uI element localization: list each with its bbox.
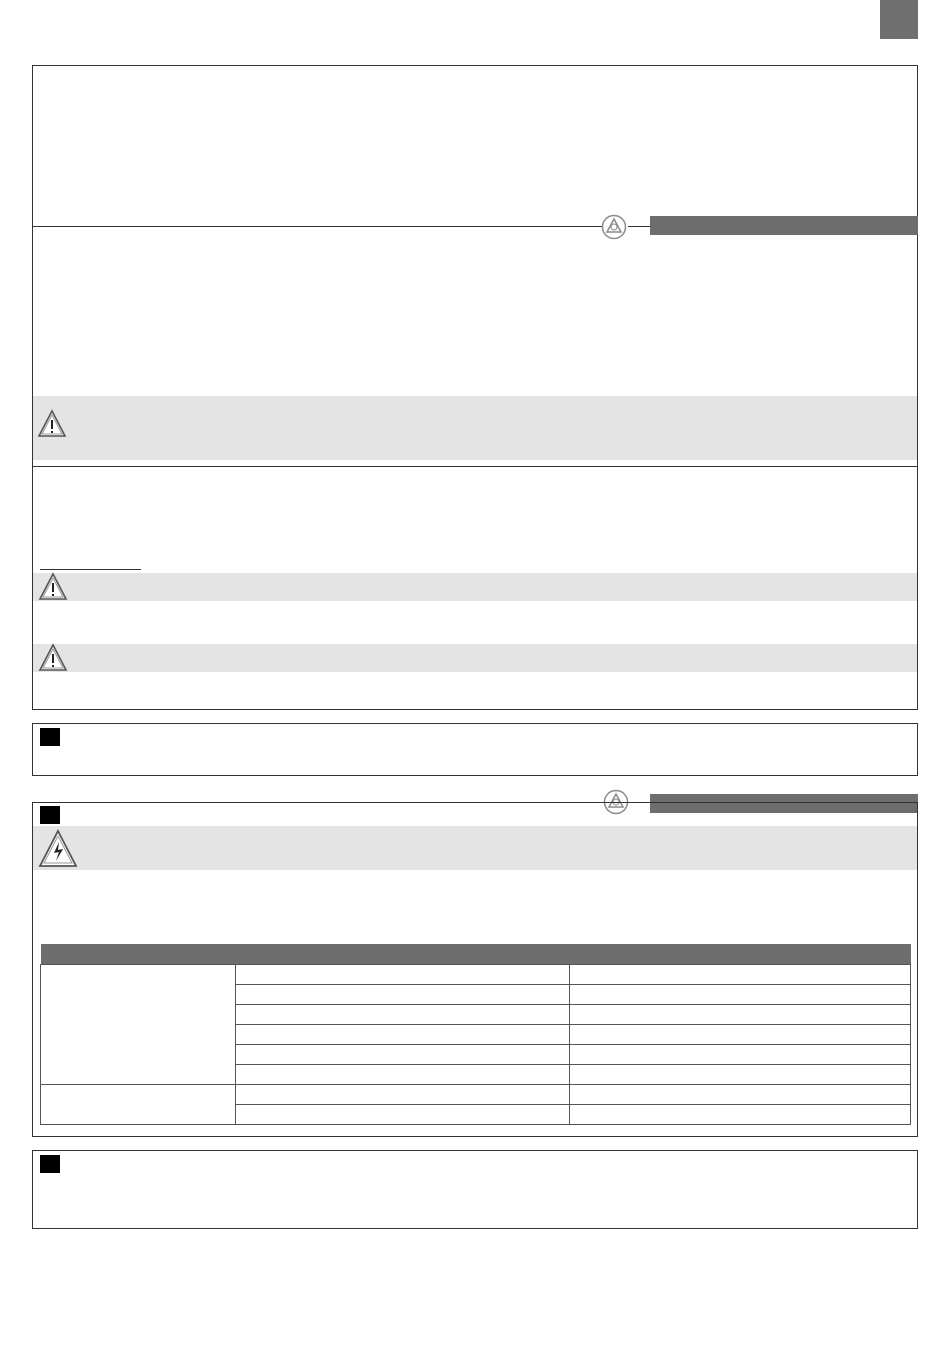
table-header-cell (41, 944, 236, 965)
step-marker (40, 1155, 60, 1173)
section-divider-right (628, 226, 650, 227)
step-marker (40, 728, 60, 746)
table-cell (570, 1085, 911, 1105)
table-cell (236, 1105, 570, 1125)
table-cell (236, 1045, 570, 1065)
table-group-cell (41, 965, 236, 1085)
step-box (32, 1150, 918, 1229)
table-cell (236, 965, 570, 985)
warning-band (33, 644, 917, 672)
table-cell (236, 1025, 570, 1045)
table-cell (570, 1005, 911, 1025)
specification-table (40, 944, 911, 1125)
table-cell (570, 1105, 911, 1125)
table-cell (570, 985, 911, 1005)
warning-triangle-icon (37, 409, 67, 439)
page-corner-tab (880, 0, 918, 39)
triangle-in-circle-icon (601, 214, 627, 240)
table-row (41, 965, 911, 985)
table-group-cell (41, 1085, 236, 1125)
electric-hazard-icon (38, 829, 78, 869)
table-header-row (41, 944, 911, 965)
table-row (41, 1085, 911, 1105)
warning-triangle-icon (38, 643, 68, 673)
table-header-cell (236, 944, 570, 965)
warning-triangle-icon (38, 572, 68, 602)
table-cell (570, 1045, 911, 1065)
section-divider (33, 226, 603, 227)
table-cell (570, 1065, 911, 1085)
subheading-underline (40, 569, 141, 570)
table-cell (236, 1085, 570, 1105)
table-cell (570, 965, 911, 985)
warning-band (33, 396, 917, 460)
table-cell (236, 1065, 570, 1085)
step-box (32, 723, 918, 776)
table-cell (236, 1005, 570, 1025)
table-cell (236, 985, 570, 1005)
electric-warning-band (33, 826, 917, 870)
section-header-bar (650, 216, 918, 235)
table-header-cell (570, 944, 911, 965)
table-cell (570, 1025, 911, 1045)
step-marker (40, 806, 60, 824)
warning-band (33, 573, 917, 601)
